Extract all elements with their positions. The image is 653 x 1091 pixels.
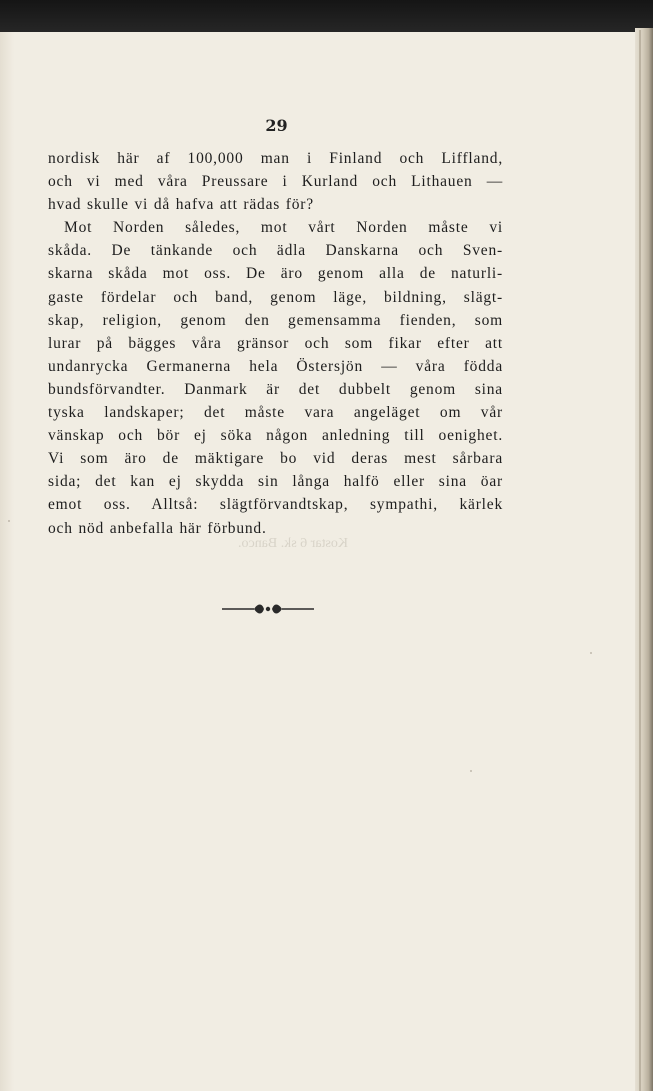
scan-top-border [0,0,653,32]
text-line: hvad skulle vi då hafva att rädas för? [48,196,314,214]
paper-speck [590,652,592,654]
text-line: tyska landskaper; det måste vara angeläget om vår [48,404,503,422]
text-line: bundsförvandter. Danmark är det dubbelt genom sina [48,380,503,398]
text-line: skap, religion, genom den gemensamma fienden, som [48,311,503,329]
text-line: lurar på bägges våra gränsor och som fikar efter att [48,334,503,352]
text-line: och vi med våra Preussare i Kurland och Lithauen — [48,173,503,191]
bleed-through-text: Kostar 6 sk. Banco. [238,536,349,551]
text-line: sida; det kan ej skydda sin långa halfö eller sina öar [48,473,503,491]
paper-speck [8,520,10,522]
text-line: vänskap och bör ej söka någon anledning till oenighet. [48,427,503,445]
text-line: Vi som äro de mäktigare bo vid deras mest sårbara [48,450,503,468]
text-line: gaste fördelar och band, genom läge, bildning, slägt- [48,288,503,306]
text-line: emot oss. Alltså: slägtförvandtskap, sympathi, kärlek [48,496,503,514]
page-number: 29 [265,116,288,135]
paper-speck [470,770,472,772]
text-line: skåda. De tänkande och ädla Danskarna och Sven- [48,242,503,260]
fleuron-ornament-icon [0,598,536,617]
text-line: undanrycka Germanerna hela Östersjön — våra födda [48,357,503,375]
page-edge-shadow [635,28,653,1091]
text-line: Mot Norden således, mot vårt Norden måste vi [64,219,503,237]
page-edge-line [639,30,641,1091]
text-line: nordisk här af 100,000 man i Finland och Liffland, [48,150,503,167]
text-line: och nöd anbefalla här förbund. [48,519,267,537]
page-gutter-shade [0,32,14,1091]
body-text [48,147,503,540]
text-line: skarna skåda mot oss. De äro genom alla de naturli- [48,265,503,283]
